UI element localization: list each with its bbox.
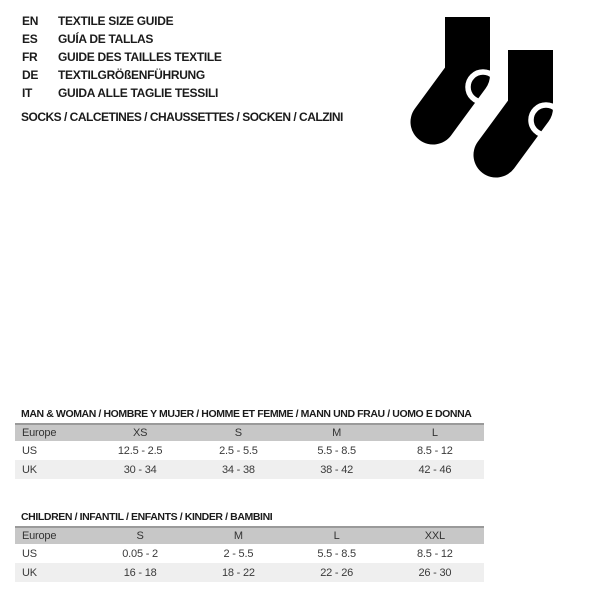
- size-cell: 0.05 - 2: [122, 547, 158, 560]
- language-code: EN: [22, 14, 39, 28]
- language-code: ES: [22, 32, 38, 46]
- column-header: L: [431, 427, 438, 439]
- language-label: GUÍA DE TALLAS: [58, 32, 154, 46]
- table-row: [15, 544, 484, 563]
- size-cell: 16 - 18: [123, 566, 157, 579]
- size-table: [15, 526, 484, 582]
- language-list: [22, 12, 222, 102]
- column-header: M: [233, 530, 243, 542]
- language-label: TEXTILGRÖßENFÜHRUNG: [58, 68, 205, 82]
- column-header: S: [136, 530, 144, 542]
- table-title: MAN & WOMAN / HOMBRE Y MUJER / HOMME ET FEMME / MANN UND FRAU / UOMO E DONNA: [21, 408, 472, 420]
- size-cell: 8.5 - 12: [417, 547, 453, 560]
- column-header: M: [332, 427, 342, 439]
- language-label: TEXTILE SIZE GUIDE: [58, 14, 174, 28]
- table-header-row: [15, 424, 484, 441]
- region-cell: US: [22, 444, 37, 457]
- language-row-es: [22, 30, 222, 48]
- column-header: XXL: [424, 530, 445, 542]
- column-header: XS: [132, 427, 148, 439]
- size-cell: 42 - 46: [418, 463, 452, 476]
- socks-icon: [410, 10, 560, 180]
- language-row-en: [22, 12, 222, 30]
- language-code: FR: [22, 50, 38, 64]
- size-table-children: [15, 511, 484, 582]
- size-cell: 30 - 34: [123, 463, 157, 476]
- size-cell: 22 - 26: [320, 566, 354, 579]
- table-header-row: [15, 527, 484, 544]
- column-header: Europe: [22, 427, 57, 439]
- language-label: GUIDE DES TAILLES TEXTILE: [58, 50, 222, 64]
- size-cell: 2.5 - 5.5: [219, 444, 258, 457]
- category-heading: SOCKS / CALCETINES / CHAUSSETTES / SOCKEN / CALZINI: [21, 110, 343, 124]
- region-cell: UK: [22, 463, 37, 476]
- size-cell: 38 - 42: [320, 463, 354, 476]
- table-row: [15, 441, 484, 460]
- column-header: Europe: [22, 530, 57, 542]
- size-cell: 12.5 - 2.5: [117, 444, 163, 457]
- language-row-it: [22, 84, 222, 102]
- size-table-men-women: [15, 408, 484, 479]
- size-cell: 2 - 5.5: [223, 547, 254, 560]
- region-cell: UK: [22, 566, 37, 579]
- table-title: CHILDREN / INFANTIL / ENFANTS / KINDER / BAMBINI: [21, 511, 273, 523]
- table-row: [15, 460, 484, 479]
- size-cell: 5.5 - 8.5: [317, 547, 356, 560]
- size-cell: 26 - 30: [418, 566, 452, 579]
- region-cell: US: [22, 547, 37, 560]
- size-cell: 8.5 - 12: [417, 444, 453, 457]
- language-row-de: [22, 66, 222, 84]
- size-cell: 34 - 38: [221, 463, 255, 476]
- column-header: S: [234, 427, 242, 439]
- size-cell: 18 - 22: [221, 566, 255, 579]
- language-row-fr: [22, 48, 222, 66]
- language-label: GUIDA ALLE TAGLIE TESSILI: [58, 86, 219, 100]
- column-header: L: [333, 530, 340, 542]
- language-code: DE: [22, 68, 39, 82]
- size-cell: 5.5 - 8.5: [317, 444, 356, 457]
- table-row: [15, 563, 484, 582]
- language-code: IT: [22, 86, 33, 100]
- size-table: [15, 423, 484, 479]
